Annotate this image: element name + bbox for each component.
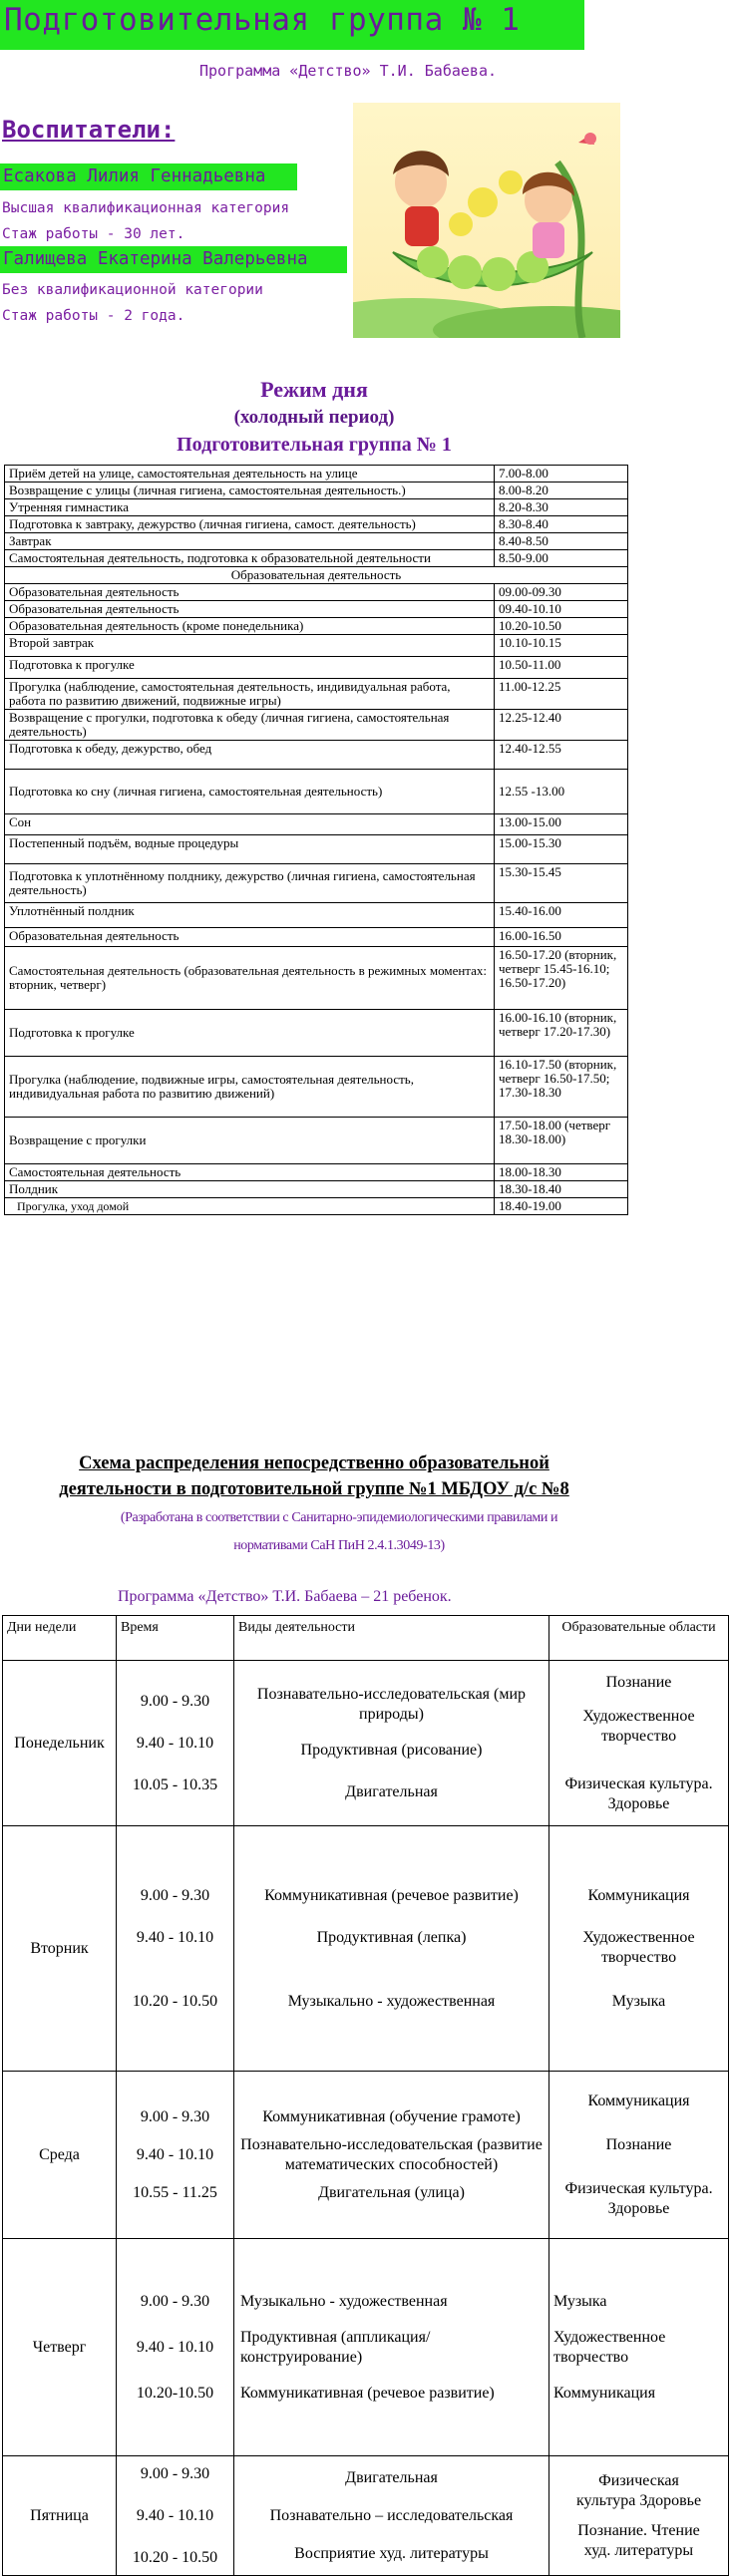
table-row: Образовательная деятельность (кроме понедельника) 10.20-10.50 <box>5 618 628 635</box>
day-cell: Понедельник <box>3 1661 117 1826</box>
table-row <box>3 2072 729 2239</box>
table-row: Подготовка к обеду, дежурство, обед 12.40-12.55 <box>5 741 628 770</box>
table-row: Подготовка к уплотнённому полднику, дежурство (личная гигиена, самостоятельная деятельность) 15.30-15.45 <box>5 864 628 903</box>
table-row: Прогулка (наблюдение, подвижные игры, самостоятельная деятельность, индивидуальная работа по развитию движений) 16.10-17.50 (вторник, четверг 16.50-17.50; 17.30-18.30 <box>5 1057 628 1118</box>
table-row: Уплотнённый полдник 15.40-16.00 <box>5 903 628 928</box>
program-subtitle: Программа «Детство» Т.И. Бабаева. <box>199 62 498 80</box>
educator-1-name: Есакова Лилия Геннадьевна <box>0 163 297 190</box>
day-cell: Среда <box>3 2072 117 2239</box>
times-cell: 9.00 - 9.30 9.40 - 10.10 10.20 - 10.50 <box>117 2456 234 2576</box>
scheme-program: Программа «Детство» Т.И. Бабаева – 21 ребенок. <box>118 1588 452 1605</box>
table-row: Самостоятельная деятельность, подготовка к образовательной деятельности 8.50-9.00 <box>5 550 628 567</box>
regime-group: Подготовительная группа № 1 <box>177 434 452 456</box>
table-row: Сон 13.00-15.00 <box>5 814 628 835</box>
table-row: Возвращение с прогулки 17.50-18.00 (четверг 18.30-18.00) <box>5 1118 628 1164</box>
table-row: Подготовка ко сну (личная гигиена, самостоятельная деятельность) 12.55 -13.00 <box>5 770 628 814</box>
daily-schedule-table <box>4 465 628 1215</box>
table-row: Приём детей на улице, самостоятельная деятельность на улице 7.00-8.00 <box>5 466 628 483</box>
educator-2-category: Без квалификационной категории <box>2 282 263 298</box>
header-activities: Виды деятельности <box>234 1616 549 1661</box>
table-row: Самостоятельная деятельность (образовательная деятельность в режимных моментах: вторник, четверг) 16.50-17.20 (вторник, четверг 15.45-16.10; 16.50-17.20) <box>5 947 628 1010</box>
areas-cell: Музыка Художественное творчество Коммуникация <box>549 2239 729 2456</box>
children-peapod-illustration-icon <box>353 103 620 338</box>
table-row: Возвращение с прогулки, подготовка к обеду (личная гигиена, самостоятельная деятельность) 12.25-12.40 <box>5 710 628 741</box>
educator-1-experience: Стаж работы - 30 лет. <box>2 226 185 242</box>
section-row: Образовательная деятельность <box>5 567 628 584</box>
times-cell: 9.00 - 9.30 9.40 - 10.10 10.20-10.50 <box>117 2239 234 2456</box>
times-cell: 9.00 - 9.30 9.40 - 10.10 10.05 - 10.35 <box>117 1661 234 1826</box>
table-row: Прогулка, уход домой 18.40-19.00 <box>5 1198 628 1215</box>
activities-cell: Коммуникативная (речевое развитие) Продуктивная (лепка) Музыкально - художественная <box>234 1826 549 2072</box>
table-row: Возвращение с улицы (личная гигиена, самостоятельная деятельность.) 8.00-8.20 <box>5 483 628 499</box>
educator-1-category: Высшая квалификационная категория <box>2 200 290 216</box>
table-row: Образовательная деятельность 16.00-16.50 <box>5 928 628 947</box>
table-row <box>3 1661 729 1826</box>
table-row: Утренняя гимнастика 8.20-8.30 <box>5 499 628 516</box>
table-row: Подготовка к прогулке 16.00-16.10 (вторник, четверг 17.20-17.30) <box>5 1010 628 1057</box>
times-cell: 9.00 - 9.30 9.40 - 10.10 10.20 - 10.50 <box>117 1826 234 2072</box>
table-row: Подготовка к прогулке 10.50-11.00 <box>5 657 628 679</box>
table-row: Подготовка к завтраку, дежурство (личная гигиена, самост. деятельность) 8.30-8.40 <box>5 516 628 533</box>
day-cell: Пятница <box>3 2456 117 2576</box>
table-row: Образовательная деятельность 09.00-09.30 <box>5 584 628 601</box>
times-cell: 9.00 - 9.30 9.40 - 10.10 10.55 - 11.25 <box>117 2072 234 2239</box>
activities-cell: Музыкально - художественная Продуктивная (аппликация/конструирование) Коммуникативная (речевое развитие) <box>234 2239 549 2456</box>
table-row <box>3 2239 729 2456</box>
table-row: Полдник 18.30-18.40 <box>5 1181 628 1198</box>
table-row: Самостоятельная деятельность 18.00-18.30 <box>5 1164 628 1181</box>
areas-cell: Коммуникация Познание Физическая культура. Здоровье <box>549 2072 729 2239</box>
activities-cell: Коммуникативная (обучение грамоте) Познавательно-исследовательская (развитие математических способностей) Двигательная (улица) <box>234 2072 549 2239</box>
header-time: Время <box>117 1616 234 1661</box>
areas-cell: Физическая культура Здоровье Познание. Чтение худ. литературы <box>549 2456 729 2576</box>
table-row: Завтрак 8.40-8.50 <box>5 533 628 550</box>
table-row: Образовательная деятельность 09.40-10.10 <box>5 601 628 618</box>
regime-title: Режим дня <box>260 377 368 402</box>
activities-cell: Двигательная Познавательно – исследовательская Восприятие худ. литературы <box>234 2456 549 2576</box>
day-cell: Четверг <box>3 2239 117 2456</box>
page-title: Подготовительная группа № 1 <box>4 2 521 38</box>
educator-2-experience: Стаж работы - 2 года. <box>2 308 185 324</box>
activities-cell: Познавательно-исследовательская (мир природы) Продуктивная (рисование) Двигательная <box>234 1661 549 1826</box>
areas-cell: Познание Художественное творчество Физическая культура. Здоровье <box>549 1661 729 1826</box>
header-days: Дни недели <box>3 1616 117 1661</box>
scheme-note-line-1: (Разработана в соответствии с Санитарно-эпидемиологическими правилами и <box>120 1510 558 1525</box>
scheme-title-line-2: деятельности в подготовительной группе №1 МБДОУ д/с №8 <box>59 1479 569 1499</box>
table-row: Прогулка (наблюдение, самостоятельная деятельность, индивидуальная работа, работа по развитию движений, подвижные игры) 11.00-12.25 <box>5 679 628 710</box>
educators-heading: Воспитатели: <box>2 116 176 144</box>
regime-period: (холодный период) <box>233 407 395 428</box>
scheme-title-line-1: Схема распределения непосредственно образовательной <box>79 1453 549 1473</box>
table-row: Второй завтрак 10.10-10.15 <box>5 635 628 657</box>
table-row <box>3 1826 729 2072</box>
table-header-row <box>3 1616 729 1661</box>
areas-cell: Коммуникация Художественное творчество Музыка <box>549 1826 729 2072</box>
table-row <box>3 2456 729 2576</box>
educator-2-name: Галищева Екатерина Валерьевна <box>0 246 347 273</box>
header-areas: Образовательные области <box>549 1616 729 1661</box>
weekly-activity-table <box>2 1615 729 2576</box>
scheme-note-line-2: нормативами СаН ПиН 2.4.1.3049-13) <box>233 1538 445 1553</box>
day-cell: Вторник <box>3 1826 117 2072</box>
table-row: Постепенный подъём, водные процедуры 15.00-15.30 <box>5 835 628 864</box>
